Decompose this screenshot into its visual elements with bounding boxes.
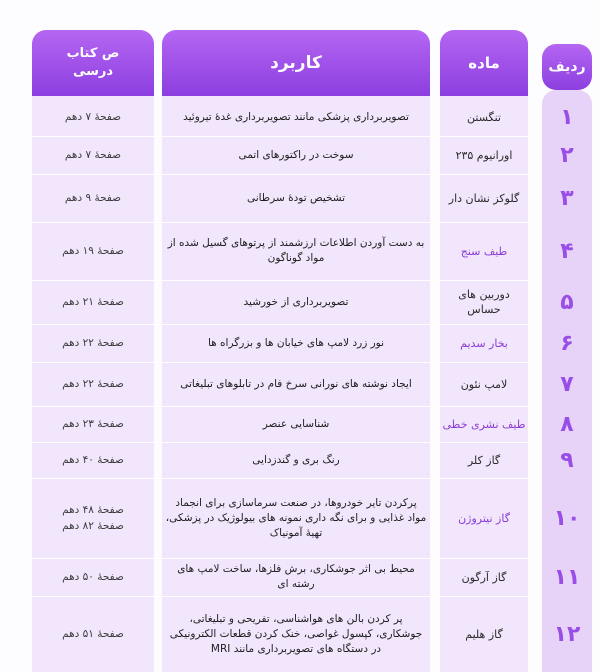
row-use: محیط بی اثر جوشکاری، برش فلزها، ساخت لامپ های رشته ای xyxy=(177,563,415,590)
header-radif: ردیف xyxy=(542,44,592,90)
page-ref: صفحهٔ ۱۹ دهم xyxy=(62,245,124,257)
row-use: تشخیص تودهٔ سرطانی xyxy=(246,191,346,204)
row-divider xyxy=(32,442,528,443)
row-number: ۱ xyxy=(560,104,574,130)
row-use: تصویربرداری از خورشید xyxy=(243,295,349,308)
row-use: شناسایی عنصر xyxy=(262,417,330,430)
page-ref: صفحهٔ ۵۰ دهم xyxy=(62,571,124,583)
row-material: گاز کلر xyxy=(467,453,501,467)
table-row xyxy=(0,444,600,476)
row-use: تصویربرداری پزشکی مانند تصویربرداری غدهٔ تیروئید xyxy=(183,110,409,123)
page-ref: صفحهٔ ۷ دهم xyxy=(64,111,122,123)
header-safhe-line1: ص کتاب xyxy=(66,46,120,61)
row-divider xyxy=(32,222,528,223)
row-use: نور زرد لامپ های خیابان ها و بزرگراه ها xyxy=(207,336,385,349)
row-number: ۶ xyxy=(560,330,574,356)
row-page xyxy=(32,408,154,440)
page-ref: صفحهٔ ۲۳ دهم xyxy=(62,418,124,430)
row-page xyxy=(32,480,154,556)
row-divider xyxy=(32,558,528,559)
table-row xyxy=(0,480,600,556)
row-use: پرکردن تایر خودروها، در صنعت سرماسازی برای انجماد مواد غذایی و برای نگه داری نمونه های بیولوژیک در پزشکی، تهیهٔ آمونیاک xyxy=(165,496,427,539)
row-material: گلوکز نشان دار xyxy=(448,191,520,205)
row-divider xyxy=(32,596,528,597)
table-row xyxy=(0,560,600,594)
page-ref: صفحهٔ ۲۲ دهم xyxy=(62,378,124,390)
page-ref: صفحهٔ ۹ دهم xyxy=(64,192,122,204)
row-page xyxy=(32,282,154,322)
page-ref: صفحهٔ ۴۰ دهم xyxy=(62,454,124,466)
row-number: ۷ xyxy=(560,371,574,397)
row-page xyxy=(32,176,154,220)
row-use: رنگ بری و گندزدایی xyxy=(252,453,340,466)
row-material: تنگستن xyxy=(467,110,501,124)
row-number: ۹ xyxy=(560,447,574,473)
row-use: به دست آوردن اطلاعات ارزشمند از پرتوهای گسیل شده از مواد گوناگون xyxy=(167,237,425,264)
row-material: گاز نیتروژن xyxy=(458,511,510,525)
row-page xyxy=(32,560,154,594)
row-material: اورانیوم ۲۳۵ xyxy=(455,148,513,162)
row-use: سوخت در راکتورهای اتمی xyxy=(238,148,354,161)
table-row xyxy=(0,224,600,278)
row-page xyxy=(32,598,154,670)
row-divider xyxy=(32,478,528,479)
header-karbord: کاربرد xyxy=(162,30,430,96)
table-row xyxy=(0,326,600,360)
row-divider xyxy=(32,324,528,325)
row-number: ۲ xyxy=(560,142,574,168)
row-material: گاز هلیم xyxy=(465,627,503,641)
table-row xyxy=(0,364,600,404)
row-material: طیف نشری خطی xyxy=(442,417,526,431)
row-divider xyxy=(32,280,528,281)
page-ref: صفحهٔ ۴۸ دهم xyxy=(62,504,124,516)
row-number: ۱۲ xyxy=(553,621,581,647)
table-row xyxy=(0,100,600,134)
table-row xyxy=(0,598,600,670)
table-row xyxy=(0,138,600,172)
row-number: ۸ xyxy=(560,411,574,437)
page-ref: صفحهٔ ۲۱ دهم xyxy=(62,296,124,308)
page-ref: صفحهٔ ۲۲ دهم xyxy=(62,337,124,349)
row-material: طیف سنج xyxy=(460,244,508,258)
row-material: دوربین های حساس xyxy=(458,288,510,316)
row-page xyxy=(32,100,154,134)
page-ref: صفحهٔ ۷ دهم xyxy=(64,149,122,161)
row-material: لامپ نئون xyxy=(460,377,508,391)
table-row xyxy=(0,282,600,322)
row-material: گاز آرگون xyxy=(461,570,507,584)
table-row xyxy=(0,408,600,440)
row-page xyxy=(32,224,154,278)
row-page xyxy=(32,364,154,404)
row-divider xyxy=(32,174,528,175)
row-number: ۱۰ xyxy=(553,505,581,531)
row-number: ۳ xyxy=(560,185,574,211)
row-page xyxy=(32,138,154,172)
row-use: ایجاد نوشته های نورانی سرخ فام در تابلوهای تبلیغاتی xyxy=(180,377,412,390)
header-safhe xyxy=(32,30,154,96)
row-page xyxy=(32,326,154,360)
header-madde: ماده xyxy=(440,30,528,96)
page-ref: صفحهٔ ۵۱ دهم xyxy=(62,628,124,640)
row-divider xyxy=(32,136,528,137)
table-row xyxy=(0,176,600,220)
row-number: ۱۱ xyxy=(553,564,581,590)
row-material: بخار سدیم xyxy=(460,336,508,350)
row-divider xyxy=(32,406,528,407)
row-use: پر کردن بالن های هواشناسی، تفریحی و تبلیغاتی، جوشکاری، کپسول غواصی، خنک کردن قطعات الکترونیکی در دستگاه های تصویربرداری مانند MRI xyxy=(169,612,423,655)
row-page xyxy=(32,444,154,476)
row-number: ۴ xyxy=(560,238,574,264)
row-divider xyxy=(32,362,528,363)
header-safhe-line2: درسی xyxy=(72,64,114,79)
row-number: ۵ xyxy=(560,289,574,315)
page-ref: صفحهٔ ۸۲ دهم xyxy=(62,520,124,532)
